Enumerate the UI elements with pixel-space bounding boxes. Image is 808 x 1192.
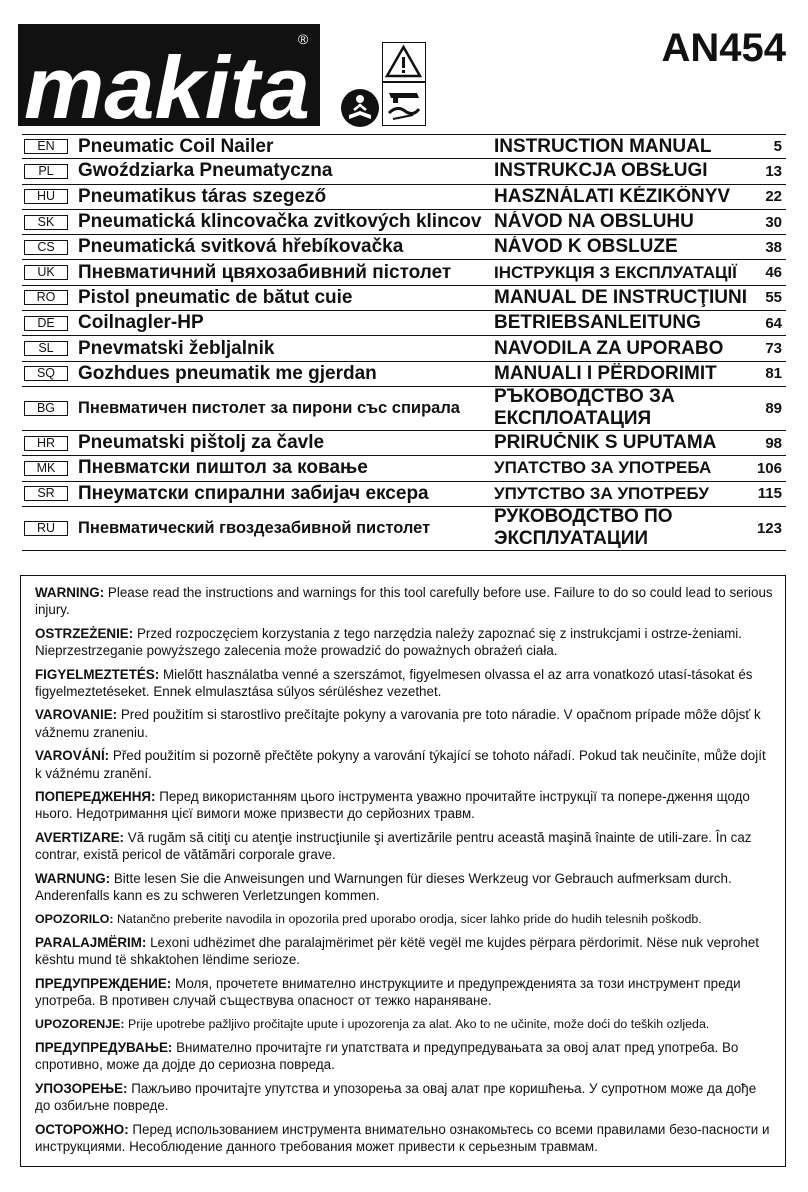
page-number: 89 <box>765 399 782 417</box>
page-number: 81 <box>765 365 782 383</box>
tool-name: Pnevmatski žebljalnik <box>78 337 275 359</box>
language-code: SR <box>24 486 68 501</box>
warning-en <box>35 584 773 619</box>
tool-name: Gozhdues pneumatik me gjerdan <box>78 362 377 384</box>
page-number: 13 <box>765 162 782 180</box>
warning-label: AVERTIZARE: <box>35 829 125 845</box>
warning-box <box>20 575 786 1167</box>
warning-label: WARNUNG: <box>35 870 111 886</box>
language-row-mk <box>22 456 786 481</box>
language-code: HU <box>24 189 68 204</box>
warning-text: Внимателно прочитајте ги упатствата и предупредувањата за овој алат пред употреба. Во спротивно, може да дојде до сериозна повреда. <box>35 1039 739 1073</box>
language-code: RO <box>24 290 68 305</box>
warning-sk <box>35 706 773 741</box>
page-number: 38 <box>765 238 782 256</box>
warning-text: Lexoni udhëzimet dhe paralajmërimet për këtë vegël me kujdes përpara përdorimit. Nëse nuk veprohet kështu mund të shkaktohen lëndime serioze. <box>35 934 759 968</box>
warning-label: VAROVÁNÍ: <box>35 748 110 764</box>
warning-text: Пажљиво прочитајте упутства и упозорења за овај алат пре коришћења. У супротном може да дође до озбиљне повреде. <box>35 1080 757 1114</box>
language-row-sl <box>22 336 786 361</box>
warning-label: ОСТОРОЖНО: <box>35 1121 129 1137</box>
page-number: 123 <box>756 519 782 537</box>
page-number: 46 <box>765 264 782 282</box>
manual-title: INSTRUCTION MANUAL <box>494 135 712 157</box>
language-code: SK <box>24 215 68 230</box>
language-code: SQ <box>24 366 68 381</box>
warning-label: PARALAJMËRIM: <box>35 934 147 950</box>
page-number: 55 <box>765 289 782 307</box>
language-code: RU <box>24 521 68 536</box>
language-row-pl <box>22 159 786 184</box>
warning-text: Před použitím si pozorně přečtěte pokyny a varování týkající se tohoto nářadí. Pokud tak neučiníte, může dojít k vážnému zranění. <box>35 748 766 781</box>
manual-title: PRIRUČNIK S UPUTAMA <box>494 432 717 454</box>
warning-label: ПОПЕРЕДЖЕННЯ: <box>35 789 156 805</box>
warning-text: Vă rugăm să citiţi cu atenţie instrucţiunile şi avertizările pentru această maşină înainte de utili-zare. În caz contrar, există pericol de vătămări corporale grave. <box>35 829 752 863</box>
manual-title: MANUAL DE INSTRUCŢIUNI <box>494 286 747 308</box>
language-row-uk <box>22 260 786 285</box>
warning-de <box>35 870 773 905</box>
language-code: HR <box>24 436 68 451</box>
warning-label: ПРЕДУПРЕДУВАЊЕ: <box>35 1039 173 1055</box>
warning-label: FIGYELMEZTETÉS: <box>35 666 160 682</box>
page-number: 73 <box>765 340 782 358</box>
language-row-sk <box>22 210 786 235</box>
tool-name: Пнеуматски спирални забијач ексера <box>78 482 429 504</box>
tool-name: Pneumatski pištolj za čavle <box>78 432 325 454</box>
model-number: AN454 <box>661 26 786 70</box>
warning-label: OSTRZEŻENIE: <box>35 625 134 641</box>
page-number: 64 <box>765 314 782 332</box>
manual-title: ІНСТРУКЦІЯ З ЕКСПЛУАТАЦІЇ <box>494 262 737 282</box>
language-row-sr <box>22 482 786 507</box>
warning-text: Перед использованием инструмента внимательно ознакомьтесь со всеми правилами безо-пасности и инструкциями. Несоблюдение данного требования может привести к серьезным травмам. <box>35 1121 770 1154</box>
warning-label: УПОЗОРЕЊЕ: <box>35 1080 128 1096</box>
warning-label: VAROVANIE: <box>35 707 118 723</box>
warning-text: Mielőtt használatba venné a szerszámot, figyelmesen olvassa el az arra vonatkozó utasí-tásokat és figyelmeztetéseket. Ennek elmulasztása súlyos sérüléshez vezethet. <box>35 666 753 700</box>
tool-name: Пневматичен пистолет за пирони със спирала <box>78 398 460 417</box>
language-code: MK <box>24 461 68 476</box>
registered-mark: ® <box>298 31 309 47</box>
warning-text: Моля, прочетете внимателно инструкциите и предупрежденията за този инструмент преди употреба. В противен случай съществува опасност от тежко нараняване. <box>35 975 741 1009</box>
page-number: 106 <box>756 459 782 477</box>
warning-pl <box>35 625 773 660</box>
warning-hr <box>35 1016 773 1033</box>
language-row-ru <box>22 507 786 551</box>
warning-label: OPOZORILO: <box>35 911 114 926</box>
language-row-de <box>22 311 786 336</box>
language-code: SL <box>24 341 68 356</box>
tool-name: Pneumatikus táras szegező <box>78 185 327 207</box>
tool-name: Пневматичний цвяхозабивний пістолет <box>78 261 452 283</box>
manual-title: BETRIEBSANLEITUNG <box>494 312 701 334</box>
read-manual-icon <box>340 88 380 128</box>
warning-sq <box>35 934 773 969</box>
manual-title: РЪКОВОДСТВО ЗА ЕКСПЛОАТАЦИЯ <box>494 386 675 430</box>
warning-triangle-icon <box>382 42 426 82</box>
warning-hu <box>35 666 773 701</box>
manual-title: MANUALI I PËRDORIMIT <box>494 362 717 384</box>
language-row-hr <box>22 431 786 456</box>
tool-name: Пневматски пиштол за ковање <box>78 457 368 479</box>
manual-title: РУКОВОДСТВО ПО ЭКСПЛУАТАЦИИ <box>494 506 673 550</box>
warning-mk <box>35 1039 773 1074</box>
language-code: DE <box>24 316 68 331</box>
language-row-sq <box>22 362 786 387</box>
tool-name: Pneumatická klincovačka zvitkových klincov <box>78 211 482 233</box>
language-row-ro <box>22 286 786 311</box>
warning-ru <box>35 1121 773 1156</box>
page-number: 5 <box>773 138 782 156</box>
warning-bg <box>35 975 773 1010</box>
tool-name: Gwoździarka Pneumatyczna <box>78 160 333 182</box>
manual-title: INSTRUKCJA OBSŁUGI <box>494 160 708 182</box>
language-row-cs <box>22 235 786 260</box>
manual-title: УПАТСТВО ЗА УПОТРЕБА <box>494 458 712 478</box>
brand-wordmark: makita <box>24 38 311 126</box>
language-table <box>22 134 786 551</box>
tool-name: Пневматический гвоздезабивной пистолет <box>78 518 431 537</box>
warning-sr <box>35 1080 773 1115</box>
manual-title: HASZNÁLATI KÉZIKÖNYV <box>494 185 731 207</box>
warning-cs <box>35 747 773 782</box>
warning-text: Natančno preberite navodila in opozorila pred uporabo orodja, sicer lahko pride do hudih telesnih poškodb. <box>116 911 702 926</box>
page-number: 30 <box>765 213 782 231</box>
tool-name: Pneumatic Coil Nailer <box>78 135 274 157</box>
language-code: BG <box>24 401 68 416</box>
manual-title: УПУТСТВО ЗА УПОТРЕБУ <box>494 483 709 503</box>
warning-sl <box>35 911 773 928</box>
warning-label: UPOZORENJE: <box>35 1016 125 1031</box>
makita-logo <box>18 24 320 126</box>
manual-title: NÁVOD K OBSLUZE <box>494 236 678 258</box>
language-code: UK <box>24 265 68 280</box>
language-code: CS <box>24 240 68 255</box>
tool-name: Pistol pneumatic de bătut cuie <box>78 286 353 308</box>
language-row-en <box>22 134 786 159</box>
warning-text: Перед використанням цього інструмента уважно прочитайте інструкції та попере-дження щодо нього. Недотримання цієї вимоги може призвести до серйозних травм. <box>35 789 750 822</box>
page-number: 22 <box>765 188 782 206</box>
language-row-hu <box>22 185 786 210</box>
language-row-bg <box>22 387 786 431</box>
tool-name: Coilnagler-HP <box>78 312 204 334</box>
language-code: EN <box>24 139 68 154</box>
warning-text: Bitte lesen Sie die Anweisungen und Warnungen für dieses Werkzeug vor Gebrauch aufmerksam durch. Anderenfalls kann es zu schweren Verletzungen kommen. <box>35 870 732 904</box>
manual-title: NÁVOD NA OBSLUHU <box>494 211 694 233</box>
ear-eye-protection-icon <box>382 82 426 126</box>
warning-uk <box>35 788 773 823</box>
manual-title: NAVODILA ZA UPORABO <box>494 337 724 359</box>
tool-name: Pneumatická svitková hřebíkovačka <box>78 236 404 258</box>
warning-ro <box>35 829 773 864</box>
warning-text: Prije upotrebe pažljivo pročitajte upute i upozorenja za alat. Ako to ne učinite, može doći do teških ozljeda. <box>127 1016 710 1031</box>
warning-text: Przed rozpoczęciem korzystania z tego narzędzia należy zapoznać się z instrukcjami i ostrze-żeniami. Nieprzestrzeganie powyższego zalecenia może prowadzić do poważnych obrażeń ciała. <box>35 625 743 659</box>
page-number: 98 <box>765 434 782 452</box>
warning-label: WARNING: <box>35 585 105 600</box>
language-code: PL <box>24 164 68 179</box>
page-number: 115 <box>757 485 782 503</box>
warning-text: Please read the instructions and warnings for this tool carefully before use. Failure to do so could lead to serious injury. <box>35 585 773 618</box>
warning-label: ПРЕДУПРЕЖДЕНИЕ: <box>35 975 172 991</box>
warning-text: Pred použitím si starostlivo prečítajte pokyny a varovania pre toto náradie. V opačnom prípade môže dôjsť k vážnemu zraneniu. <box>35 707 761 740</box>
